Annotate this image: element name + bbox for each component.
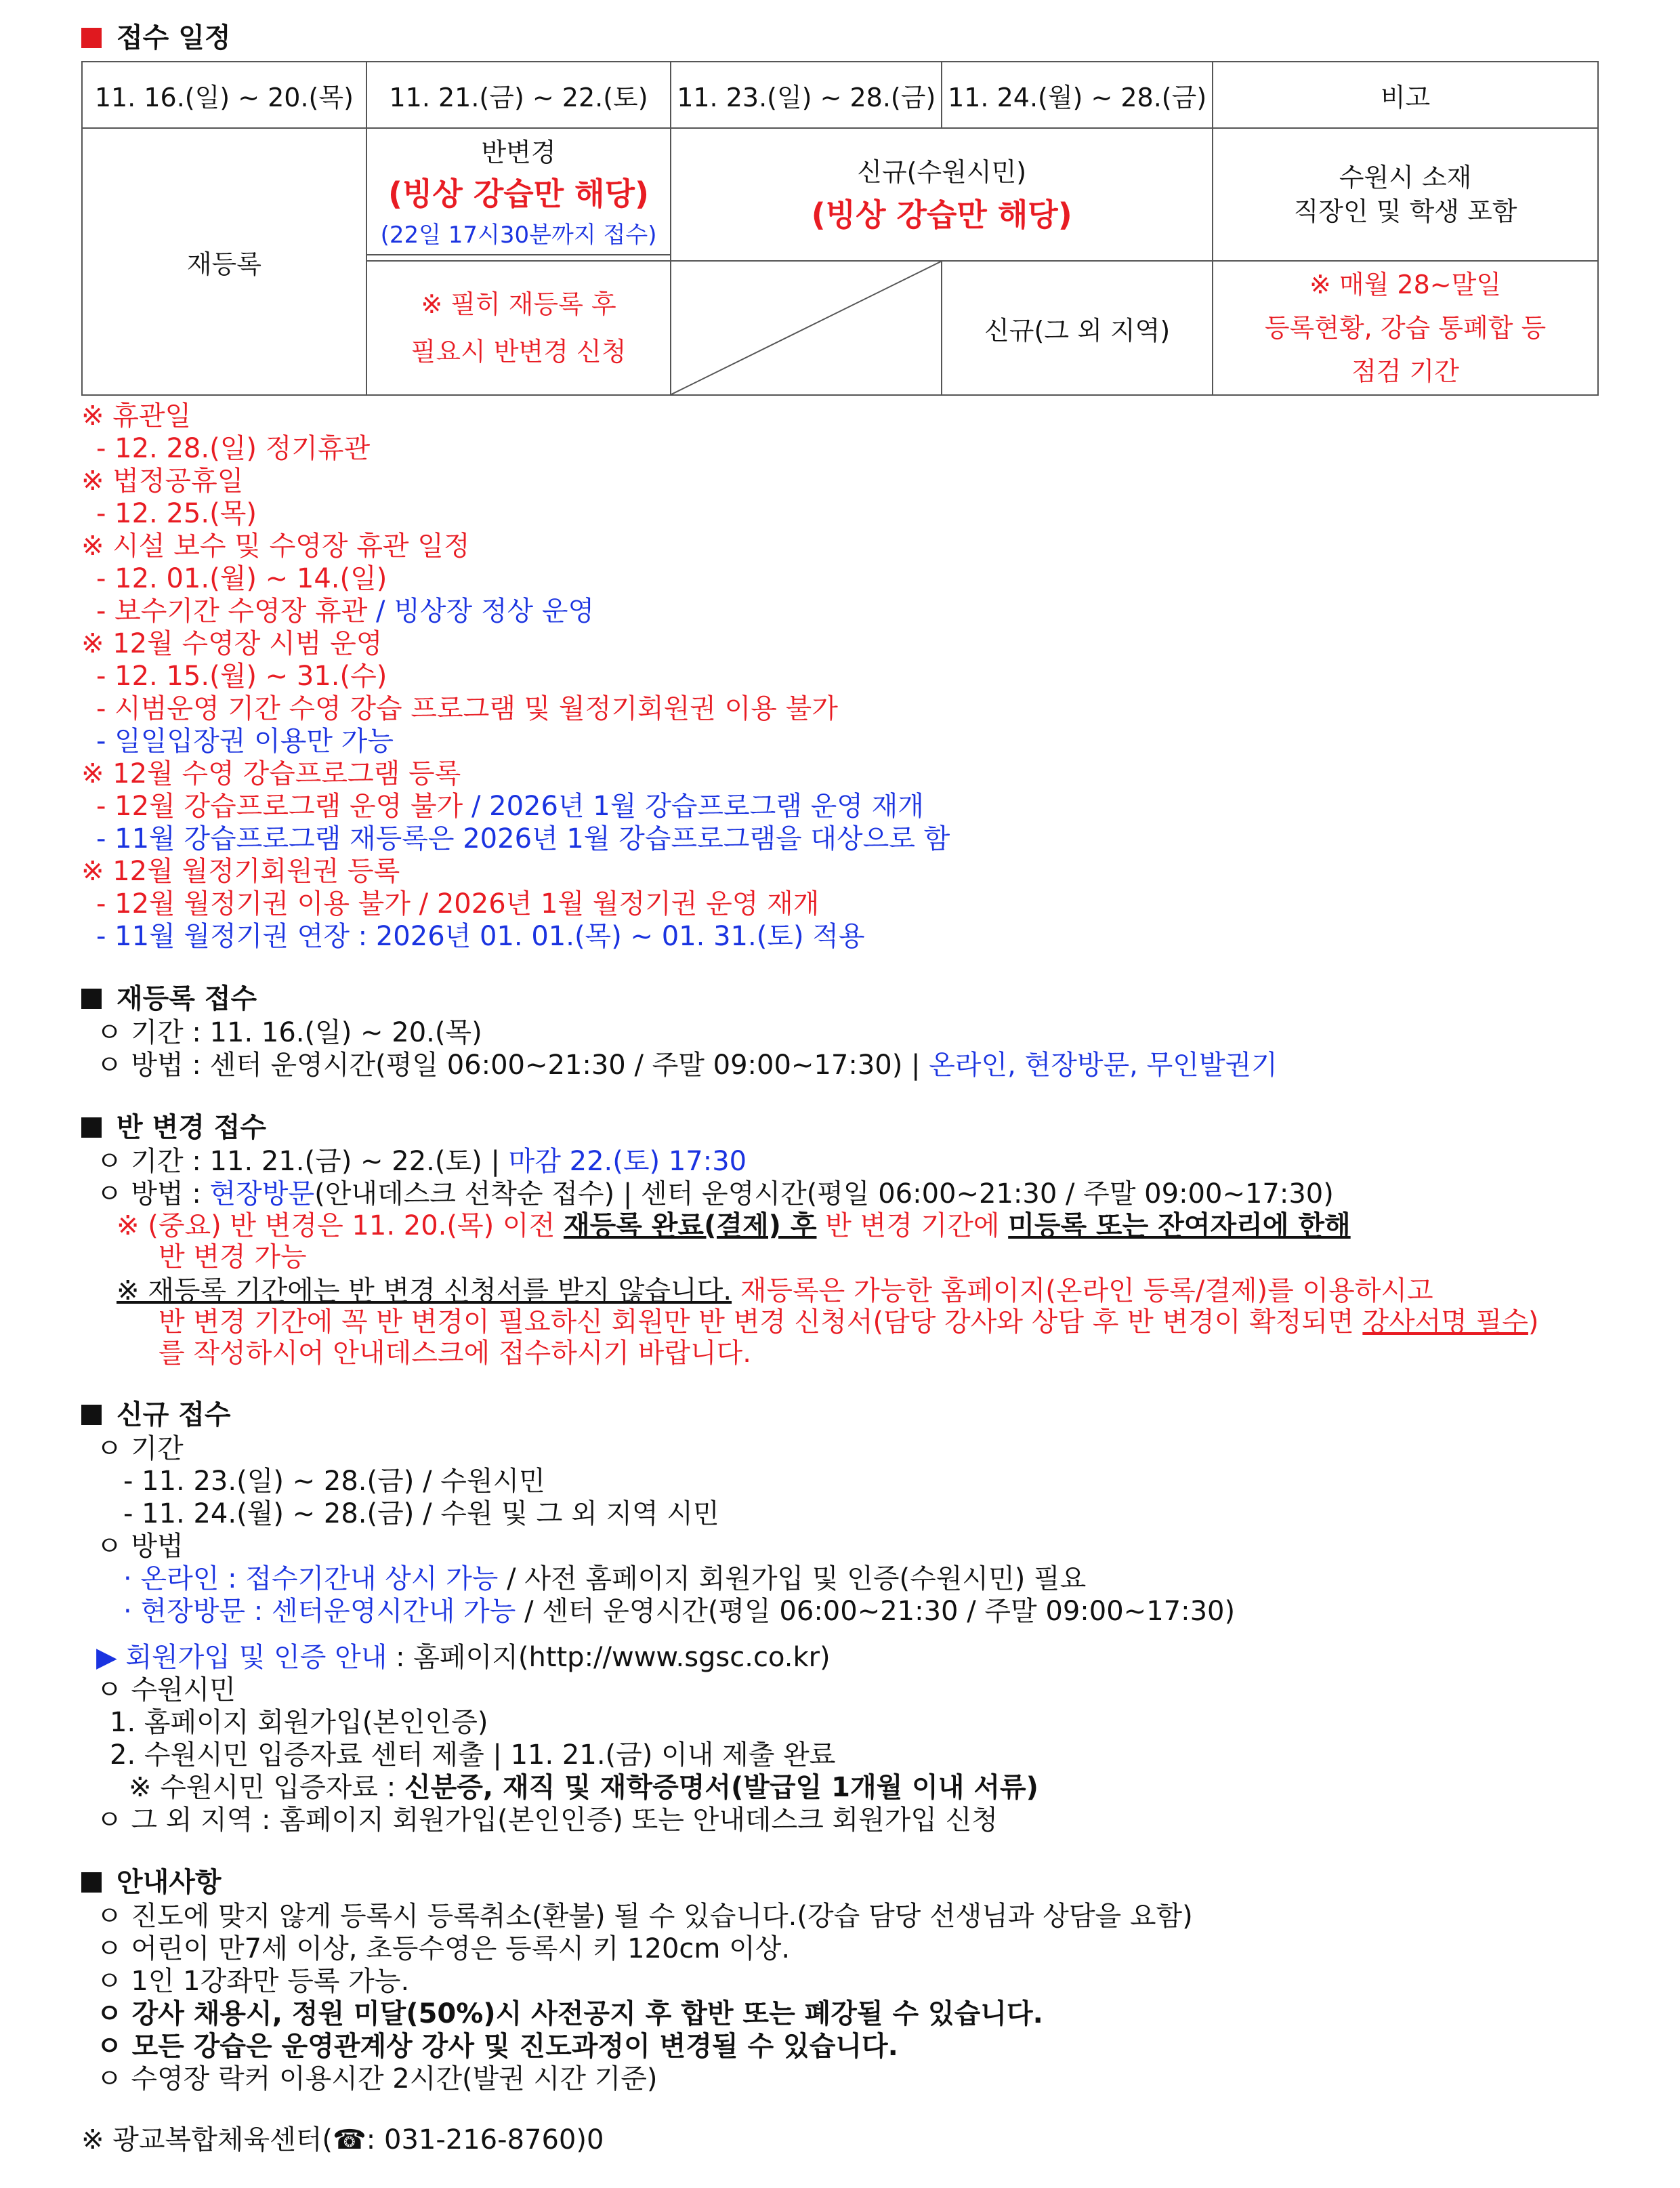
new-section-title: 신규 접수 — [81, 1397, 1599, 1432]
guide-section-title: 안내사항 — [81, 1865, 1599, 1900]
suwon-label: ㅇ 수원시민 — [96, 1674, 236, 1706]
guide-item: ㅇ 강사 채용시, 정원 미달(50%)시 사전공지 후 합반 또는 폐강될 수 있습니다. — [96, 1998, 1043, 2029]
guide-list — [81, 1900, 1599, 2095]
phone-icon: ☎ — [332, 2124, 366, 2155]
notice-line: - 11월 월정기권 연장 : 2026년 01. 01.(목) ~ 01. 31.(토) 적용 — [96, 921, 865, 952]
notice-line: ※ 12월 월정기회원권 등록 — [81, 856, 400, 887]
suwon-step-2: 2. 수원시민 입증자료 센터 제출 | 11. 21.(금) 이내 제출 완료 — [110, 1739, 836, 1771]
notice-line: - 12. 28.(일) 정기휴관 — [96, 433, 371, 464]
suwon-step-1: 1. 홈페이지 회원가입(본인인증) — [110, 1707, 488, 1738]
black-square-bullet-icon — [81, 1117, 102, 1138]
guide-item: ㅇ 수영장 락커 이용시간 2시간(발권 시간 기준) — [96, 2063, 658, 2094]
notice-line: - 보수기간 수영장 휴관 / 빙상장 정상 운영 — [96, 596, 595, 627]
header-period-3: 11. 23.(일) ~ 28.(금) — [671, 62, 942, 128]
cell-reregister: 재등록 — [82, 128, 366, 395]
notice-line: - 12. 01.(월) ~ 14.(일) — [96, 563, 387, 594]
cell-class-change: 반변경 (빙상 강습만 해당) (22일 17시30분까지 접수) — [366, 128, 671, 261]
black-square-bullet-icon — [81, 989, 102, 1009]
notice-line: ※ 법정공휴일 — [81, 466, 244, 497]
other-region: ㅇ 그 외 지역 : 홈페이지 회원가입(본인인증) 또는 안내데스크 회원가입 신청 — [96, 1804, 999, 1836]
change-method: ㅇ 방법 : 현장방문(안내데스크 선착순 접수) | 센터 운영시간(평일 06:00~21:30 / 주말 09:00~17:30) — [96, 1178, 1334, 1210]
header-remarks: 비고 — [1213, 62, 1598, 128]
new-method-label: ㅇ 방법 — [96, 1531, 184, 1562]
schedule-section-title: 접수 일정 — [81, 20, 1599, 56]
cell-empty-diagonal — [671, 261, 942, 395]
guide-item: ㅇ 1인 1강좌만 등록 가능. — [96, 1966, 410, 1997]
new-period-label: ㅇ 기간 — [96, 1433, 184, 1464]
guide-item: ㅇ 진도에 맞지 않게 등록시 등록취소(환불) 될 수 있습니다.(강습 담당 선생님과 상담을 요함) — [96, 1901, 1193, 1932]
notice-line: ※ 12월 수영장 시범 운영 — [81, 628, 383, 659]
schedule-table — [81, 61, 1599, 396]
new-method-visit: · 현장방문 : 센터운영시간내 가능 / 센터 운영시간(평일 06:00~21:30 / 주말 09:00~17:30) — [123, 1596, 1236, 1627]
notice-line: - 시범운영 기간 수영 강습 프로그램 및 월정기회원권 이용 불가 — [96, 693, 838, 724]
change-form-note: ※ 재등록 기간에는 반 변경 신청서를 받지 않습니다. 재등록은 가능한 홈페이지(온라인 등록/결제)를 이용하시고 반 변경 기간에 꼭 반 변경이 필요하신 회원만 반 변경 신청서(담당 강사와 상담 후 반 변경이 확정되면 강사서명 필수) 를 작성하시어 안내데스크에 접수하시기 바랍니다. — [117, 1275, 1539, 1369]
notice-line: - 12월 강습프로그램 운영 불가 / 2026년 1월 강습프로그램 운영 재개 — [96, 791, 924, 822]
change-important-note: ※ (중요) 반 변경은 11. 20.(목) 이전 재등록 완료(결제) 후 반 변경 기간에 미등록 또는 잔여자리에 한해 반 변경 가능 — [117, 1210, 1351, 1273]
join-guide: ▶ 회원가입 및 인증 안내 : 홈페이지(http://www.sgsc.co.kr) — [96, 1642, 831, 1673]
notice-line: ※ 휴관일 — [81, 400, 192, 432]
cell-remark-suwon: 수원시 소재 직장인 및 학생 포함 — [1213, 128, 1598, 261]
header-period-2: 11. 21.(금) ~ 22.(토) — [366, 62, 671, 128]
guide-item: ㅇ 어린이 만7세 이상, 초등수영은 등록시 키 120cm 이상. — [96, 1933, 791, 1964]
new-period-suwon: - 11. 23.(일) ~ 28.(금) / 수원시민 — [123, 1466, 545, 1497]
notice-line: - 12월 월정기권 이용 불가 / 2026년 1월 월정기권 운영 재개 — [96, 888, 820, 920]
document-page — [81, 20, 1599, 2156]
notice-line: - 일일입장권 이용만 가능 — [96, 726, 394, 757]
notices-list — [81, 400, 1599, 953]
cell-remark-check: ※ 매월 28~말일 등록현황, 강습 통폐합 등 점검 기간 — [1213, 261, 1598, 395]
rereg-period: ㅇ 기간 : 11. 16.(일) ~ 20.(목) — [96, 1017, 482, 1048]
change-period: ㅇ 기간 : 11. 21.(금) ~ 22.(토) | 마감 22.(토) 17:30 — [96, 1146, 747, 1177]
notice-line: ※ 시설 보수 및 수영장 휴관 일정 — [81, 531, 470, 562]
notice-line: - 11월 강습프로그램 재등록은 2026년 1월 강습프로그램을 대상으로 함 — [96, 823, 950, 854]
change-section-title: 반 변경 접수 — [81, 1110, 1599, 1145]
header-period-1: 11. 16.(일) ~ 20.(목) — [82, 62, 366, 128]
rereg-section-title: 재등록 접수 — [81, 981, 1599, 1016]
notice-line: - 12. 15.(월) ~ 31.(수) — [96, 661, 387, 692]
cell-new-other: 신규(그 외 지역) — [942, 261, 1213, 395]
black-square-bullet-icon — [81, 1872, 102, 1893]
footer-contact: ※ 광교복합체육센터(☎: 031-216-8760)0 — [81, 2124, 604, 2155]
rereg-method: ㅇ 방법 : 센터 운영시간(평일 06:00~21:30 / 주말 09:00~17:30) | 온라인, 현장방문, 무인발권기 — [96, 1050, 1278, 1081]
red-square-bullet-icon — [81, 28, 102, 48]
cell-must-reregister: ※ 필히 재등록 후 필요시 반변경 신청 — [366, 261, 671, 395]
new-method-online: · 온라인 : 접수기간내 상시 가능 / 사전 홈페이지 회원가입 및 인증(수원시민) 필요 — [123, 1563, 1087, 1594]
header-period-4: 11. 24.(월) ~ 28.(금) — [942, 62, 1213, 128]
notice-line: ※ 12월 수영 강습프로그램 등록 — [81, 758, 461, 789]
guide-item: ㅇ 모든 강습은 운영관계상 강사 및 진도과정이 변경될 수 있습니다. — [96, 2031, 898, 2062]
suwon-proof-note: ※ 수원시민 입증자료 : 신분증, 재직 및 재학증명서(발급일 1개월 이내 서류) — [129, 1772, 1038, 1803]
black-square-bullet-icon — [81, 1405, 102, 1425]
cell-new-suwon: 신규(수원시민) (빙상 강습만 해당) — [671, 128, 1213, 261]
diagonal-line — [671, 262, 941, 394]
notice-line: - 12. 25.(목) — [96, 498, 257, 529]
new-period-other: - 11. 24.(월) ~ 28.(금) / 수원 및 그 외 지역 시민 — [123, 1498, 719, 1529]
